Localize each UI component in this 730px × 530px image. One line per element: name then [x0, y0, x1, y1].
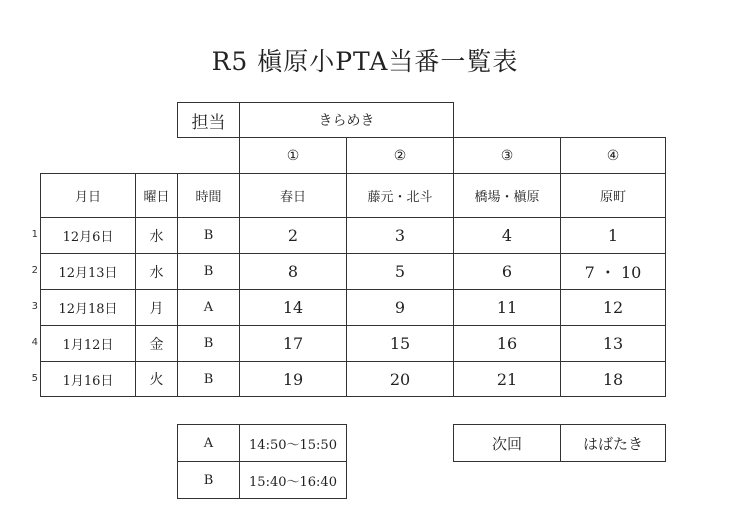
header-area-fujimoto-hokuto: 藤元・北斗	[346, 173, 454, 218]
row-number: 4	[31, 337, 38, 348]
header-date: 月日	[40, 173, 136, 218]
row-time: B	[177, 253, 240, 290]
row-time: A	[177, 289, 240, 326]
row-date: 1月12日	[40, 325, 136, 362]
row-cell-area-2: 9	[346, 289, 454, 326]
row-cell-area-2: 20	[346, 361, 454, 397]
row-cell-area-4: 18	[560, 361, 666, 397]
row-date: 12月18日	[40, 289, 136, 326]
duty-label: 担当	[177, 102, 240, 138]
row-date: 12月13日	[40, 253, 136, 290]
row-cell-area-1: 14	[239, 289, 347, 326]
row-cell-area-3: 6	[453, 253, 561, 290]
row-cell-area-3: 16	[453, 325, 561, 362]
row-weekday: 金	[135, 325, 178, 362]
row-weekday: 水	[135, 217, 178, 254]
next-value: はばたき	[560, 424, 666, 462]
row-cell-area-1: 2	[239, 217, 347, 254]
column-number-1: ①	[239, 137, 347, 174]
row-cell-area-2: 3	[346, 217, 454, 254]
row-cell-area-4: 7 ・ 10	[560, 253, 666, 290]
row-time: B	[177, 361, 240, 397]
row-cell-area-1: 8	[239, 253, 347, 290]
row-weekday: 水	[135, 253, 178, 290]
row-cell-area-1: 19	[239, 361, 347, 397]
page-title: R5 槇原小PTA当番一覧表	[211, 47, 519, 76]
header-area-hashiba-makihara: 橋場・槇原	[453, 173, 561, 218]
duty-value: きらめき	[239, 102, 454, 138]
time-legend-range: 14:50～15:50	[239, 424, 347, 462]
column-number-4: ④	[560, 137, 666, 174]
row-number: 3	[31, 301, 38, 312]
column-number-3: ③	[453, 137, 561, 174]
row-cell-area-3: 21	[453, 361, 561, 397]
time-legend-range: 15:40～16:40	[239, 461, 347, 499]
row-date: 12月6日	[40, 217, 136, 254]
row-time: B	[177, 217, 240, 254]
row-date: 1月16日	[40, 361, 136, 397]
time-legend-code: B	[177, 461, 240, 499]
row-number: 2	[31, 265, 38, 276]
header-area-haramachi: 原町	[560, 173, 666, 218]
header-area-kasuga: 春日	[239, 173, 347, 218]
row-cell-area-3: 4	[453, 217, 561, 254]
time-legend-code: A	[177, 424, 240, 462]
row-cell-area-3: 11	[453, 289, 561, 326]
row-cell-area-4: 1	[560, 217, 666, 254]
row-cell-area-2: 15	[346, 325, 454, 362]
row-cell-area-4: 12	[560, 289, 666, 326]
header-time: 時間	[177, 173, 240, 218]
row-cell-area-1: 17	[239, 325, 347, 362]
row-time: B	[177, 325, 240, 362]
row-cell-area-2: 5	[346, 253, 454, 290]
row-cell-area-4: 13	[560, 325, 666, 362]
row-weekday: 火	[135, 361, 178, 397]
row-number: 1	[31, 229, 38, 240]
row-weekday: 月	[135, 289, 178, 326]
next-label: 次回	[453, 424, 561, 462]
header-weekday: 曜日	[135, 173, 178, 218]
row-number: 5	[31, 373, 38, 384]
column-number-2: ②	[346, 137, 454, 174]
